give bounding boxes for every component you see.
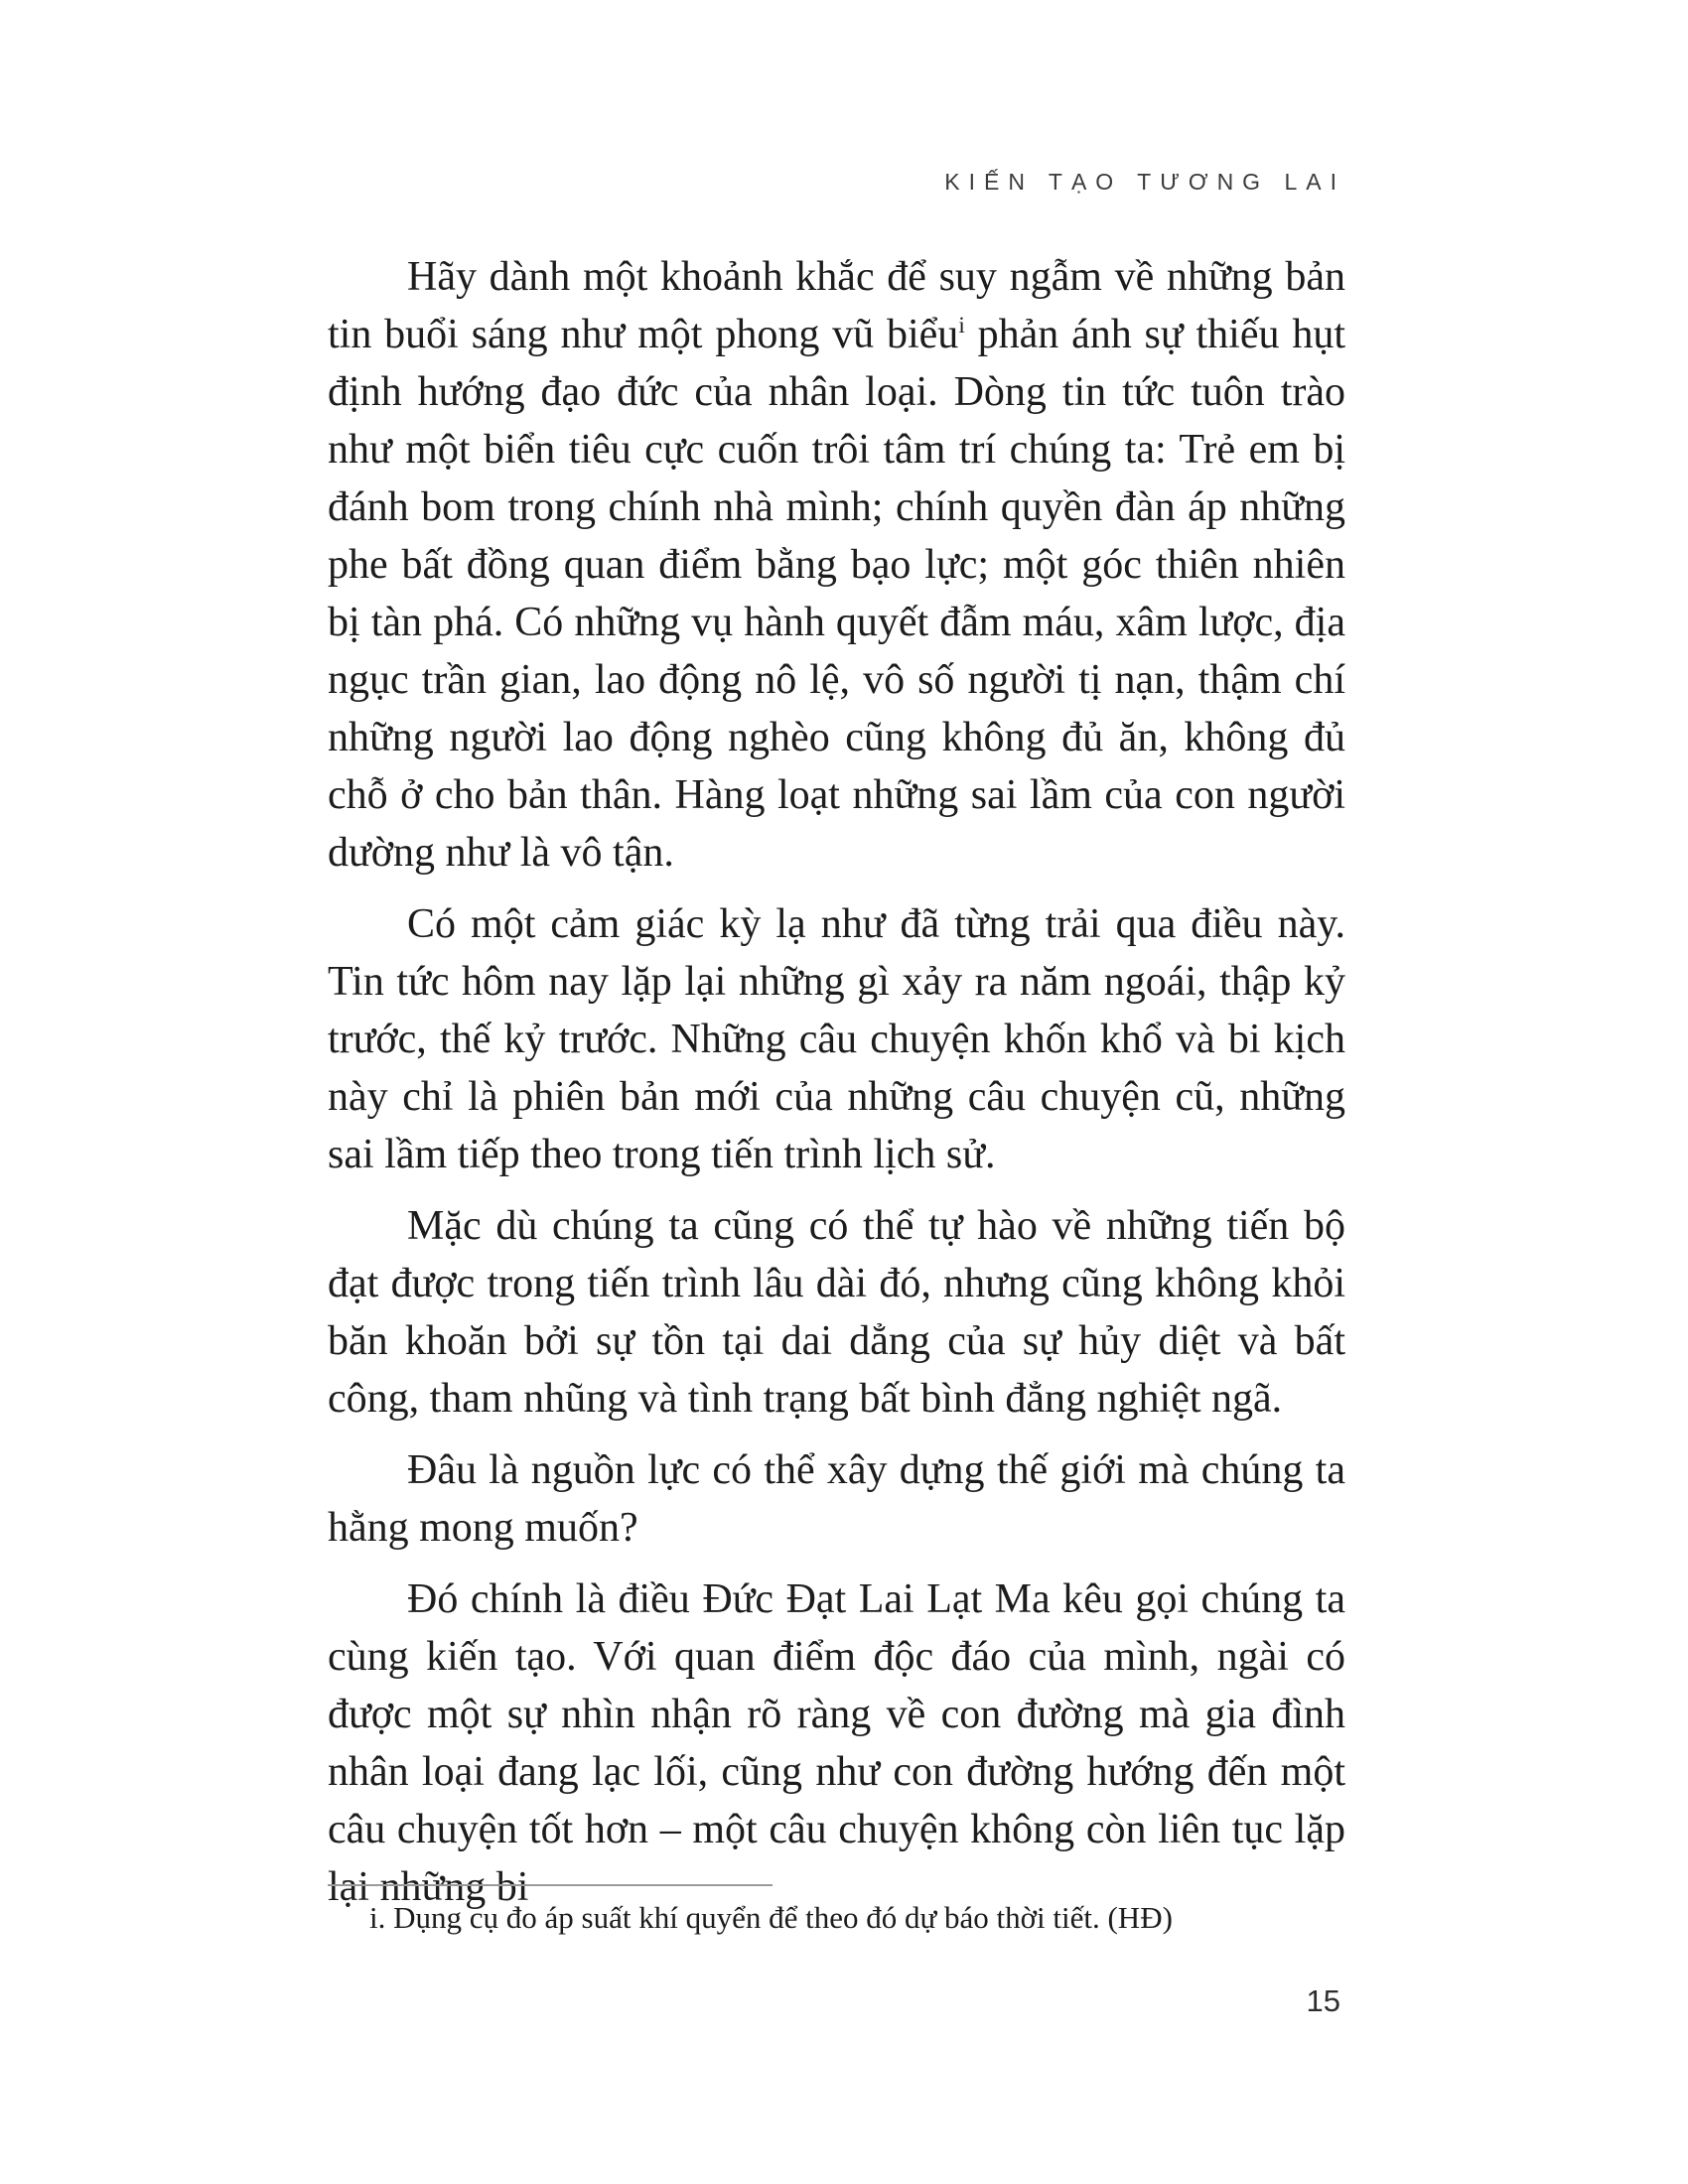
- paragraph-1-text-after-marker: phản ánh sự thiếu hụt định hướng đạo đức của nhân loại. Dòng tin tức tuôn trào như một biển tiêu cực cuốn trôi tâm trí chúng ta: Trẻ em bị đánh bom trong chính nhà mình; chính quyền đàn áp những phe bất đồng quan điểm bằng bạo lực; một góc thiên nhiên bị tàn phá. Có những vụ hành quyết đẫm máu, xâm lược, địa ngục trần gian, lao động nô lệ, vô số người tị nạn, thậm chí những người lao động nghèo cũng không đủ ăn, không đủ chỗ ở cho bản thân. Hàng loạt những sai lầm của con người dường như là vô tận.: [328, 312, 1345, 876]
- paragraph: Mặc dù chúng ta cũng có thể tự hào về những tiến bộ đạt được trong tiến trình lâu dài đó, nhưng cũng không khỏi băn khoăn bởi sự tồn tại dai dẳng của sự hủy diệt và bất công, tham nhũng và tình trạng bất bình đẳng nghiệt ngã.: [328, 1203, 1345, 1422]
- paragraph: [328, 248, 1345, 882]
- body-text-column: [328, 248, 1345, 1930]
- paragraph: Đó chính là điều Đức Đạt Lai Lạt Ma kêu gọi chúng ta cùng kiến tạo. Với quan điểm độc đáo của mình, ngài có được một sự nhìn nhận rõ ràng về con đường mà gia đình nhân loại đang lạc lối, cũng như con đường hướng đến một câu chuyện tốt hơn – một câu chuyện không còn liên tục lặp lại những bi: [328, 1576, 1345, 1910]
- page-number: 15: [1306, 1983, 1340, 2018]
- running-header-title: KIẾN TẠO TƯƠNG LAI: [944, 169, 1345, 195]
- footnote-marker-superscript: i: [958, 312, 965, 338]
- footnote-text: i. Dụng cụ đo áp suất khí quyển để theo đó dự báo thời tiết. (HĐ): [369, 1900, 1173, 1935]
- paragraph: Đâu là nguồn lực có thể xây dựng thế giới mà chúng ta hằng mong muốn?: [328, 1447, 1345, 1551]
- paragraph-1-text-before-marker: Hãy dành một khoảnh khắc để suy ngẫm về những bản tin buổi sáng như một phong vũ biểu: [328, 254, 1345, 357]
- footnote-divider-rule: [328, 1884, 773, 1886]
- paragraph: Có một cảm giác kỳ lạ như đã từng trải qua điều này. Tin tức hôm nay lặp lại những gì xảy ra năm ngoái, thập kỷ trước, thế kỷ trước. Những câu chuyện khốn khổ và bi kịch này chỉ là phiên bản mới của những câu chuyện cũ, những sai lầm tiếp theo trong tiến trình lịch sử.: [328, 901, 1345, 1177]
